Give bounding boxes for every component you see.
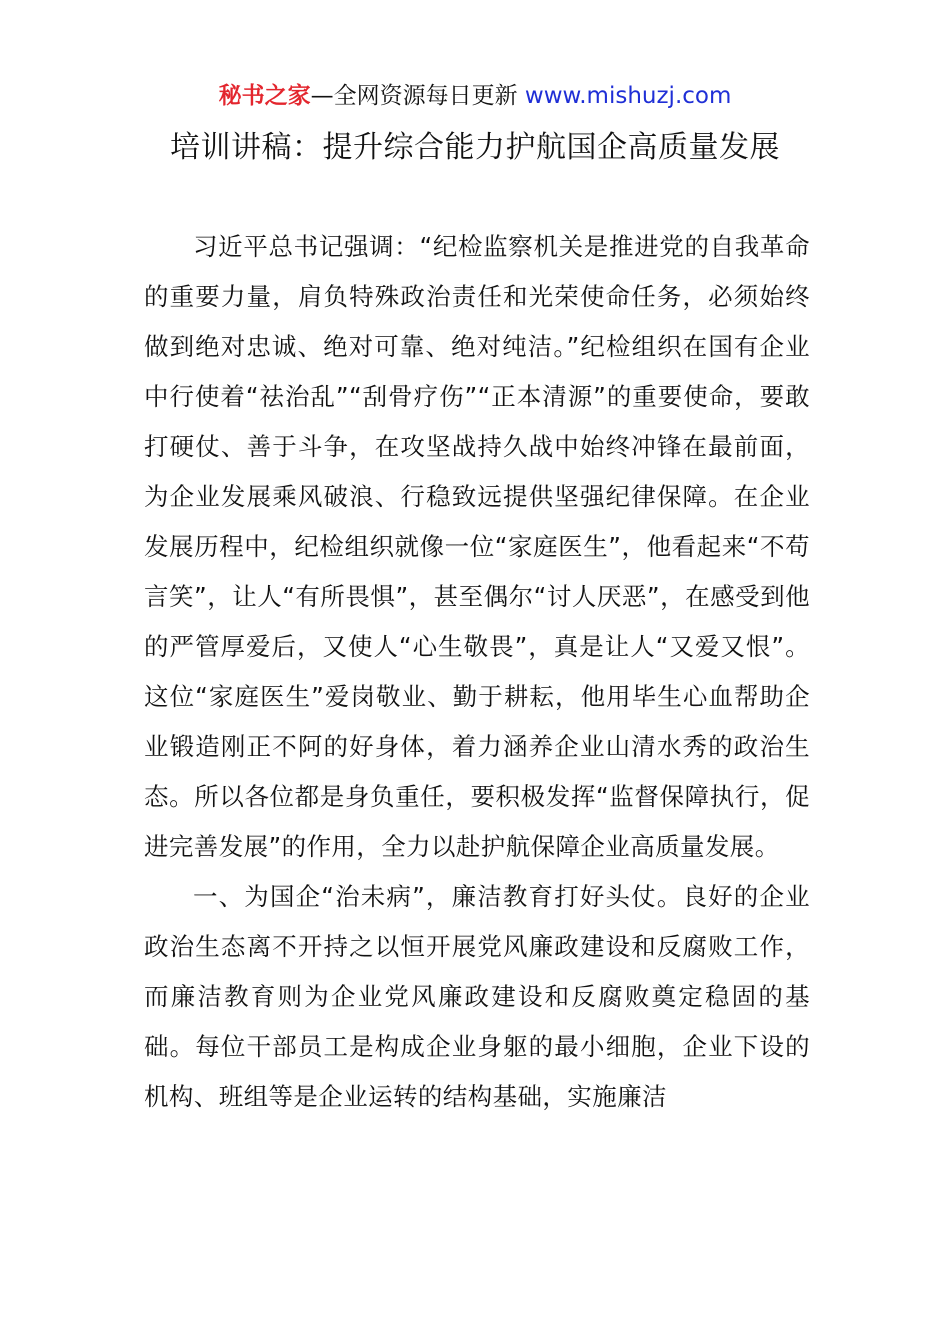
site-tagline: —全网资源每日更新 [310,83,518,109]
site-url-link[interactable]: www.mishuzj.com [524,83,732,109]
site-header [0,80,950,112]
document-body [144,222,810,1122]
document-title: 培训讲稿：提升综合能力护航国企高质量发展 [170,130,780,165]
section-1-paragraph [144,872,810,1122]
site-brand: 秘书之家 [218,83,311,109]
section-1-heading: 一、为国企“治未病”，廉洁教育打好头仗。 [193,882,683,911]
intro-paragraph: 习近平总书记强调：“纪检监察机关是推进党的自我革命的重要力量，肩负特殊政治责任和光荣使命任务，必须始终做到绝对忠诚、绝对可靠、绝对纯洁。”纪检组织在国有企业中行使着“祛治乱”“刮骨疗伤”“正本清源”的重要使命，要敢打硬仗、善于斗争，在攻坚战持久战中始终冲锋在最前面，为企业发展乘风破浪、行稳致远提供坚强纪律保障。在企业发展历程中，纪检组织就像一位“家庭医生”，他看起来“不苟言笑”，让人“有所畏惧”，甚至偶尔“讨人厌恶”，在感受到他的严管厚爱后，又使人“心生敬畏”，真是让人“又爱又恨”。这位“家庭医生”爱岗敬业、勤于耕耘，他用毕生心血帮助企业锻造刚正不阿的好身体，着力涵养企业山清水秀的政治生态。所以各位都是身负重任，要积极发挥“监督保障执行，促进完善发展”的作用，全力以赴护航保障企业高质量发展。 [144,232,810,861]
section-1-text: 良好的企业政治生态离不开持之以恒开展党风廉政建设和反腐败工作，而廉洁教育则为企业党风廉政建设和反腐败奠定稳固的基础。每位干部员工是构成企业身躯的最小细胞，企业下设的机构、班组等是企业运转的结构基础，实施廉洁 [144,882,811,1111]
